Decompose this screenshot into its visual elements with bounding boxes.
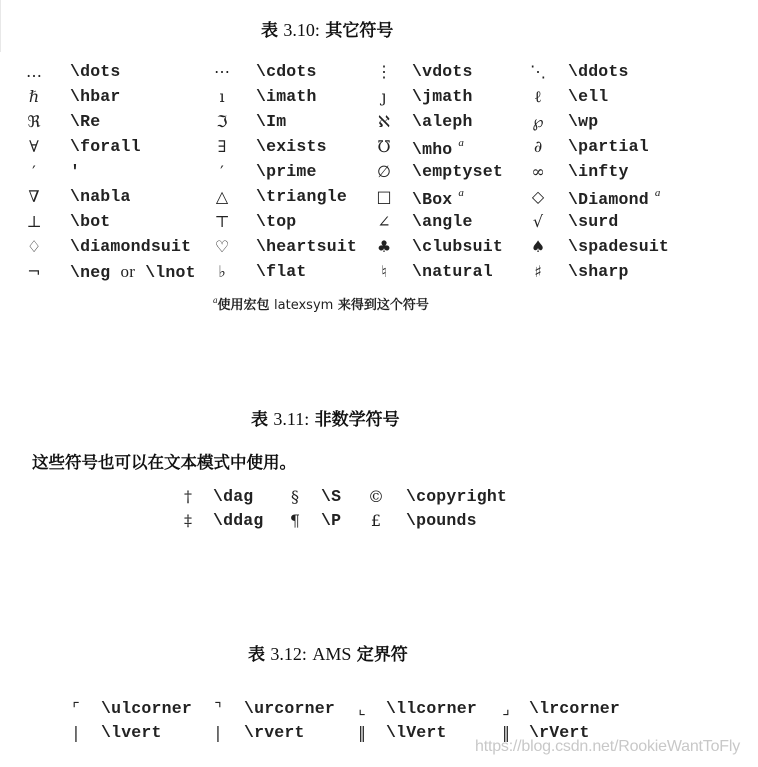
command-text: \exists	[256, 137, 327, 156]
command-text: \surd	[568, 212, 619, 231]
command-text: \ddots	[568, 62, 629, 81]
ell-symbol-icon: ℓ	[534, 87, 542, 106]
mho-symbol-icon: ℧	[377, 137, 391, 156]
command-text: \flat	[256, 262, 307, 281]
flat-symbol-icon: ♭	[218, 262, 226, 281]
footnote-mark: a	[213, 295, 218, 305]
command-text: \sharp	[568, 262, 629, 281]
table-3-10-footnote	[213, 294, 429, 313]
command-text: \infty	[568, 162, 629, 181]
ulcorner-symbol-icon: ⌜	[72, 699, 80, 718]
command-text: \jmath	[412, 87, 473, 106]
command-text: \copyright	[406, 487, 508, 506]
diamond-symbol-icon: ◇	[531, 187, 545, 206]
command-text: \forall	[70, 137, 141, 156]
command-text-alt: \lnot	[145, 263, 196, 282]
partial-symbol-icon: ∂	[533, 137, 543, 156]
infinity-symbol-icon: ∞	[531, 162, 545, 181]
top-symbol-icon: ⊤	[214, 212, 230, 231]
table-3-11-description: 这些符号也可以在文本模式中使用。	[32, 453, 296, 472]
natural-symbol-icon: ♮	[381, 262, 387, 281]
caption-title: 定界符	[356, 645, 408, 665]
command-text: \ddag	[213, 511, 264, 530]
double-dagger-symbol-icon: ‡	[184, 511, 192, 530]
command-text: \aleph	[412, 112, 473, 131]
lrcorner-symbol-icon: ⌟	[502, 699, 510, 718]
rvert-symbol-icon: |	[215, 723, 221, 742]
re-symbol-icon: ℜ	[27, 112, 41, 131]
neg-symbol-icon: ¬	[27, 262, 41, 281]
im-symbol-icon: ℑ	[216, 112, 228, 131]
caption-number: 3.11:	[273, 409, 310, 429]
footnote-text-after: 来得到这个符号	[333, 298, 429, 313]
footnote-package: latexsym	[274, 298, 334, 313]
caption-prefix: 表	[251, 410, 268, 430]
angle-symbol-icon: ∠	[377, 212, 391, 231]
command-text: \spadesuit	[568, 237, 670, 256]
surd-symbol-icon: √	[532, 212, 544, 231]
pounds-symbol-icon: £	[370, 511, 382, 530]
command-text: \emptyset	[412, 162, 503, 181]
prime-symbol-icon: ′	[32, 162, 36, 181]
lvert-symbol-icon: |	[73, 723, 79, 742]
command-text: \prime	[256, 162, 317, 181]
footnote-text-before: 使用宏包	[217, 298, 275, 313]
or-text: or	[120, 262, 136, 281]
watermark-url: https://blog.csdn.net/RookieWantToFly	[475, 738, 741, 755]
caption-latin: AMS	[312, 644, 352, 664]
footnote-marker: a	[458, 137, 465, 149]
command-text: \triangle	[256, 187, 347, 206]
caption-prefix: 表	[261, 21, 278, 41]
heartsuit-symbol-icon: ♡	[214, 237, 230, 256]
copyright-symbol-icon: ©	[368, 487, 384, 506]
command-text: \partial	[568, 137, 649, 156]
page-edge	[0, 0, 1, 52]
command-text: \urcorner	[244, 699, 335, 718]
llcorner-symbol-icon: ⌞	[358, 699, 366, 718]
vdots-symbol-icon: ⋮	[376, 62, 392, 81]
bot-symbol-icon: ⊥	[26, 212, 42, 231]
footnote-marker: a	[458, 187, 465, 199]
footnote-marker: a	[654, 187, 661, 199]
command-text: \neg	[70, 263, 111, 282]
emptyset-symbol-icon: ∅	[377, 162, 391, 181]
caption-title: 非数学符号	[314, 410, 400, 430]
command-text: \dag	[213, 487, 254, 506]
table-3-12-caption	[248, 640, 408, 665]
nabla-symbol-icon: ∇	[28, 187, 40, 206]
prime-symbol-icon: ′	[220, 162, 224, 181]
sharp-symbol-icon: ♯	[534, 262, 542, 281]
command-text: \rvert	[244, 723, 305, 742]
caption-number: 3.12:	[270, 644, 307, 664]
section-symbol-icon: §	[291, 487, 299, 506]
command-text: \hbar	[70, 87, 121, 106]
spadesuit-symbol-icon: ♠	[530, 237, 546, 256]
command-text: \Diamond	[568, 190, 649, 209]
command-text: \llcorner	[386, 699, 477, 718]
hbar-symbol-icon: ℏ	[28, 87, 40, 106]
command-text: \Re	[70, 112, 101, 131]
command-text: \lvert	[101, 723, 162, 742]
clubsuit-symbol-icon: ♣	[376, 237, 392, 256]
command-text: \nabla	[70, 187, 131, 206]
ddots-symbol-icon: ⋱	[530, 62, 546, 81]
triangle-symbol-icon: △	[215, 187, 229, 206]
command-text: \Box	[412, 190, 453, 209]
command-text: \top	[256, 212, 297, 231]
command-text: \bot	[70, 212, 111, 231]
aleph-symbol-icon: ℵ	[378, 112, 390, 131]
command-text: \lrcorner	[529, 699, 620, 718]
command-text: '	[70, 162, 81, 181]
urcorner-symbol-icon: ⌝	[214, 699, 222, 718]
wp-symbol-icon: ℘	[532, 112, 544, 131]
command-text: \imath	[256, 87, 317, 106]
command-text: \angle	[412, 212, 473, 231]
imath-symbol-icon: ı	[219, 87, 225, 106]
command-text: \heartsuit	[256, 237, 358, 256]
command-text: \ulcorner	[101, 699, 192, 718]
box-symbol-icon: □	[376, 187, 392, 206]
command-text: \rVert	[529, 723, 590, 742]
command-text: \mho	[412, 140, 453, 159]
command-text: \Im	[256, 112, 287, 131]
forall-symbol-icon: ∀	[29, 137, 39, 156]
cdots-symbol-icon: ⋯	[214, 62, 230, 81]
lVert-symbol-icon: ‖	[358, 723, 366, 742]
caption-prefix: 表	[248, 645, 265, 665]
table-3-11-caption	[251, 405, 400, 430]
command-text: \lVert	[386, 723, 447, 742]
dagger-symbol-icon: †	[184, 487, 192, 506]
table-3-10-caption	[261, 16, 393, 41]
command-text: \P	[321, 511, 342, 530]
dots-symbol-icon: …	[26, 62, 42, 81]
pilcrow-symbol-icon: ¶	[289, 511, 301, 530]
command-text: \natural	[412, 262, 493, 281]
command-text: \S	[321, 487, 342, 506]
command-text: \diamondsuit	[70, 237, 192, 256]
caption-title: 其它符号	[325, 21, 394, 41]
command-text: \vdots	[412, 62, 473, 81]
diamondsuit-symbol-icon: ♢	[26, 237, 42, 256]
command-text: \pounds	[406, 511, 477, 530]
command-text: \dots	[70, 62, 121, 81]
command-text: \cdots	[256, 62, 317, 81]
command-text: \wp	[568, 112, 599, 131]
command-text: \clubsuit	[412, 237, 503, 256]
rVert-symbol-icon: ‖	[502, 723, 510, 742]
caption-number: 3.10:	[283, 20, 320, 40]
exists-symbol-icon: ∃	[217, 137, 227, 156]
command-text: \ell	[568, 87, 609, 106]
jmath-symbol-icon: ȷ	[381, 87, 387, 106]
